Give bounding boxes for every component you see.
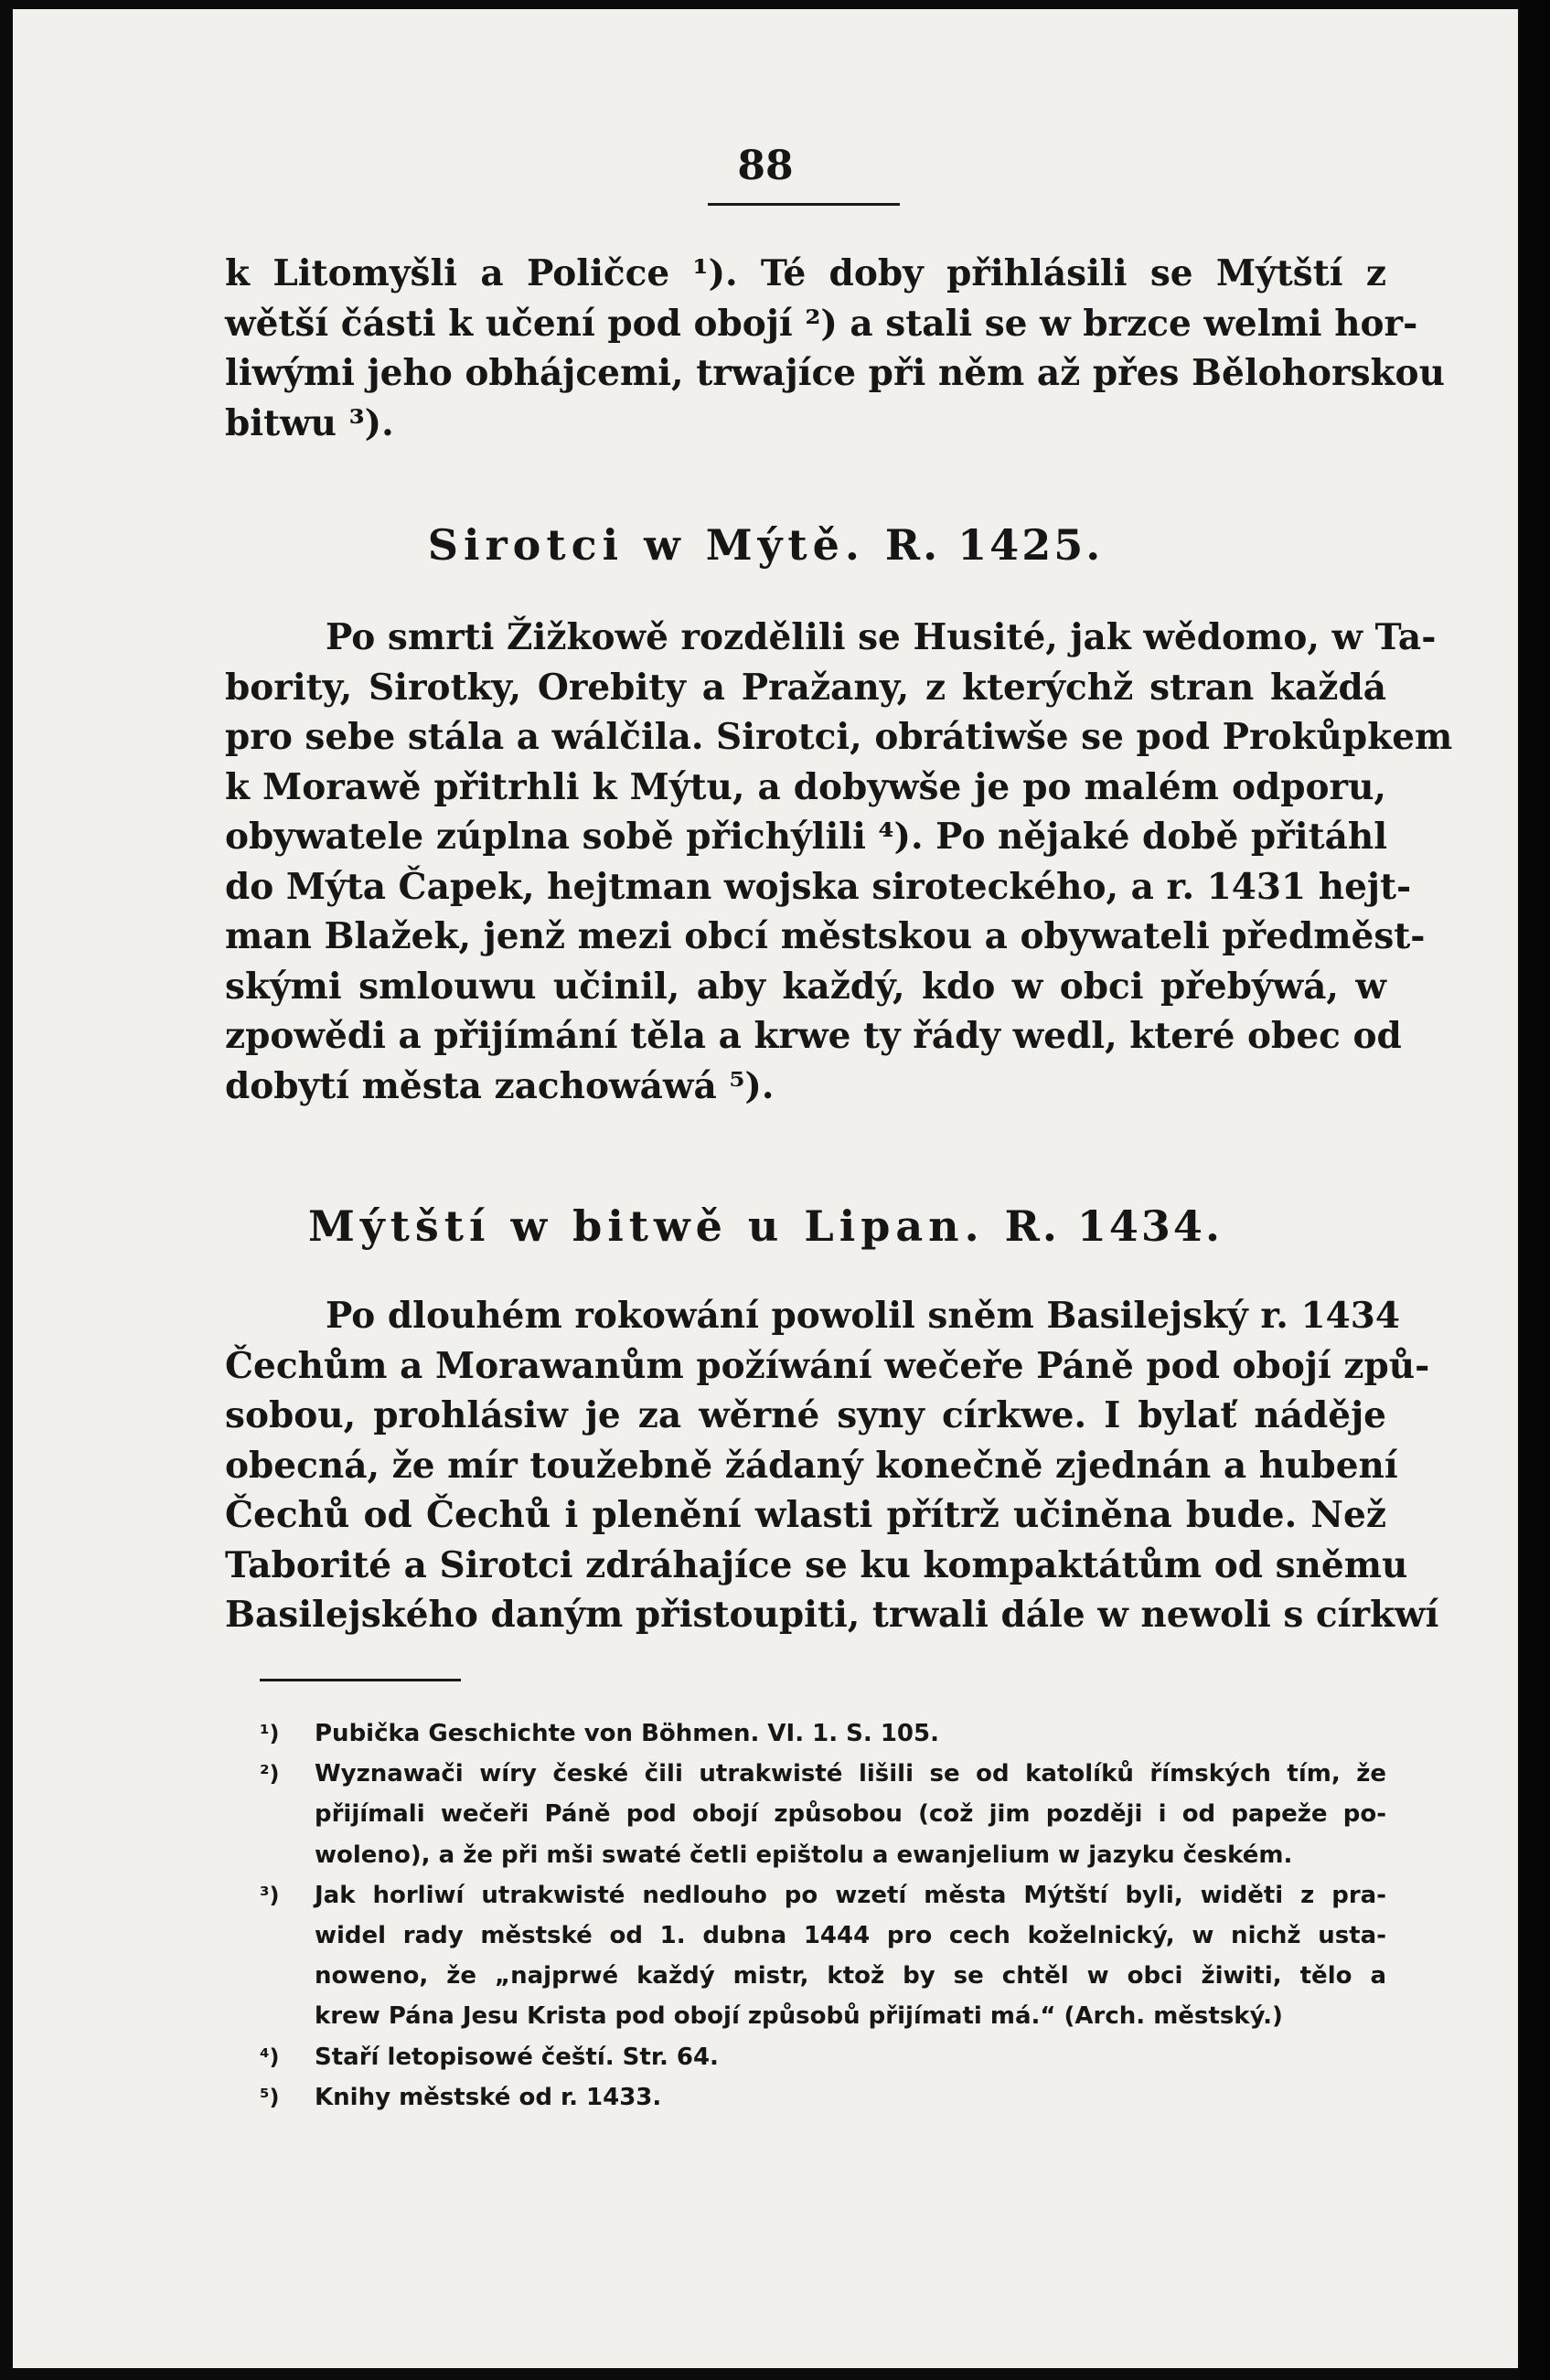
text-line: wětší části k učení pod obojí ²) a stali se w brzce welmi hor-: [225, 302, 1418, 345]
footnote: [260, 1713, 1386, 1754]
text-line: skými smlouwu učinil, aby každý, kdo w obci přebýwá, w: [225, 965, 1386, 1008]
scan-border: [1520, 0, 1550, 2380]
text-line: dobytí města zachowáwá ⁵).: [225, 1064, 775, 1107]
text-line: bitwu ³).: [225, 401, 394, 444]
footnote-line: ⁴) Staří letopisowé čeští. Str. 64.: [260, 2037, 1386, 2077]
section-2-paragraph: [225, 1291, 1439, 1640]
section-year: R. 1434.: [1004, 1201, 1223, 1251]
text-line: Čechů od Čechů i plenění wlasti přítrž učiněna bude. Než: [225, 1494, 1386, 1536]
text-line: Čechům a Morawanům požíwání wečeře Páně pod obojí způ-: [225, 1344, 1430, 1387]
footnote: [260, 1754, 1386, 1875]
book-page: [13, 9, 1518, 2368]
footnotes: [260, 1713, 1386, 2118]
footnote-mark: ²): [260, 1761, 280, 1788]
text-line: pro sebe stála a wálčila. Sirotci, obrátiwše se pod Prokůpkem: [225, 716, 1453, 758]
footnote-line: ²) Wyznawači wíry české čili utrakwisté lišili se od katolíků římských tím, že: [260, 1754, 1386, 1794]
section-1-paragraph: [225, 613, 1453, 1111]
footnote-line: woleno), a že při mši swaté četli epištolu a ewanjelium w jazyku českém.: [315, 1841, 1293, 1869]
text-line: man Blažek, jenž mezi obcí městskou a obywateli předměst-: [225, 915, 1426, 957]
footnote: [260, 1875, 1386, 2037]
footnote-line: ³) Jak horliwí utrakwisté nedlouho po wzetí města Mýtští byli, widěti z pra-: [260, 1875, 1386, 1916]
footnote-mark: ³): [260, 1882, 280, 1908]
footnote-line: krew Pána Jesu Krista pod obojí způsobů přijímati má.“ (Arch. městský.): [315, 2002, 1283, 2031]
footnote-mark: ⁵): [260, 2084, 280, 2110]
text-line: k Morawě přitrhli k Mýtu, a dobywše je po malém odporu,: [225, 765, 1386, 808]
section-year: R. 1425.: [884, 520, 1104, 570]
text-line: obywatele zúplna sobě přichýlili ⁴). Po nějaké době přitáhl: [225, 816, 1388, 858]
text-line: Po dlouhém rokowání powolil sněm Basilejský r. 1434: [326, 1295, 1401, 1337]
footnote: [260, 2037, 1386, 2077]
text-line: bority, Sirotky, Orebity a Pražany, z kterýchž stran každá: [225, 666, 1386, 709]
section-title: Mýtští w bitwě u Lipan.: [308, 1201, 985, 1251]
footnote-mark: ¹): [260, 1721, 280, 1746]
text-line: Taborité a Sirotci zdráhajíce se ku kompaktátům od sněmu: [225, 1543, 1408, 1586]
section-title: Sirotci w Mýtě.: [427, 520, 865, 570]
footnote-line: ⁵) Knihy městské od r. 1433.: [260, 2077, 1386, 2118]
text-line: k Litomyšli a Poličce ¹). Té doby přihlásili se Mýtští z: [225, 252, 1386, 294]
footnote-mark: ⁴): [260, 2044, 280, 2070]
footnote-line: noweno, že „najprwé každý mistr, ktož by se chtěl w obci žiwiti, tělo a: [315, 1962, 1386, 1990]
section-heading-2: [13, 1201, 1518, 1251]
header-rule: [708, 203, 900, 206]
text-line: Po smrti Žižkowě rozdělili se Husité, jak wědomo, w Ta-: [326, 616, 1437, 658]
text-line: liwými jeho obhájcemi, trwajíce při něm až přes Bělohorskou: [225, 352, 1445, 394]
footnote-line: přijímali wečeři Páně pod obojí způsobou (což jim později i od papeže po-: [315, 1800, 1386, 1829]
footnote-line: widel rady městské od 1. dubna 1444 pro cech koželnický, w nichž usta-: [315, 1922, 1386, 1950]
text-line: obecná, že mír toužebně žádaný konečně zjednán a hubení: [225, 1444, 1398, 1487]
text-line: do Mýta Čapek, hejtman wojska siroteckého, a r. 1431 hejt-: [225, 865, 1412, 908]
footnote: [260, 2077, 1386, 2118]
footnote-rule: [260, 1679, 461, 1681]
intro-paragraph: [225, 249, 1445, 448]
section-heading-1: [13, 520, 1518, 570]
text-line: Basilejského daným přistoupiti, trwali dále w newoli s církwí: [225, 1594, 1439, 1636]
text-line: sobou, prohlásiw je za wěrné syny církwe. I bylať náděje: [225, 1394, 1386, 1436]
text-line: zpowědi a přijímání těla a krwe ty řády wedl, které obec od: [225, 1015, 1402, 1057]
page-number: 88: [737, 143, 794, 189]
footnote-line: ¹) Pubička Geschichte von Böhmen. VI. 1. S. 105.: [260, 1713, 1386, 1754]
